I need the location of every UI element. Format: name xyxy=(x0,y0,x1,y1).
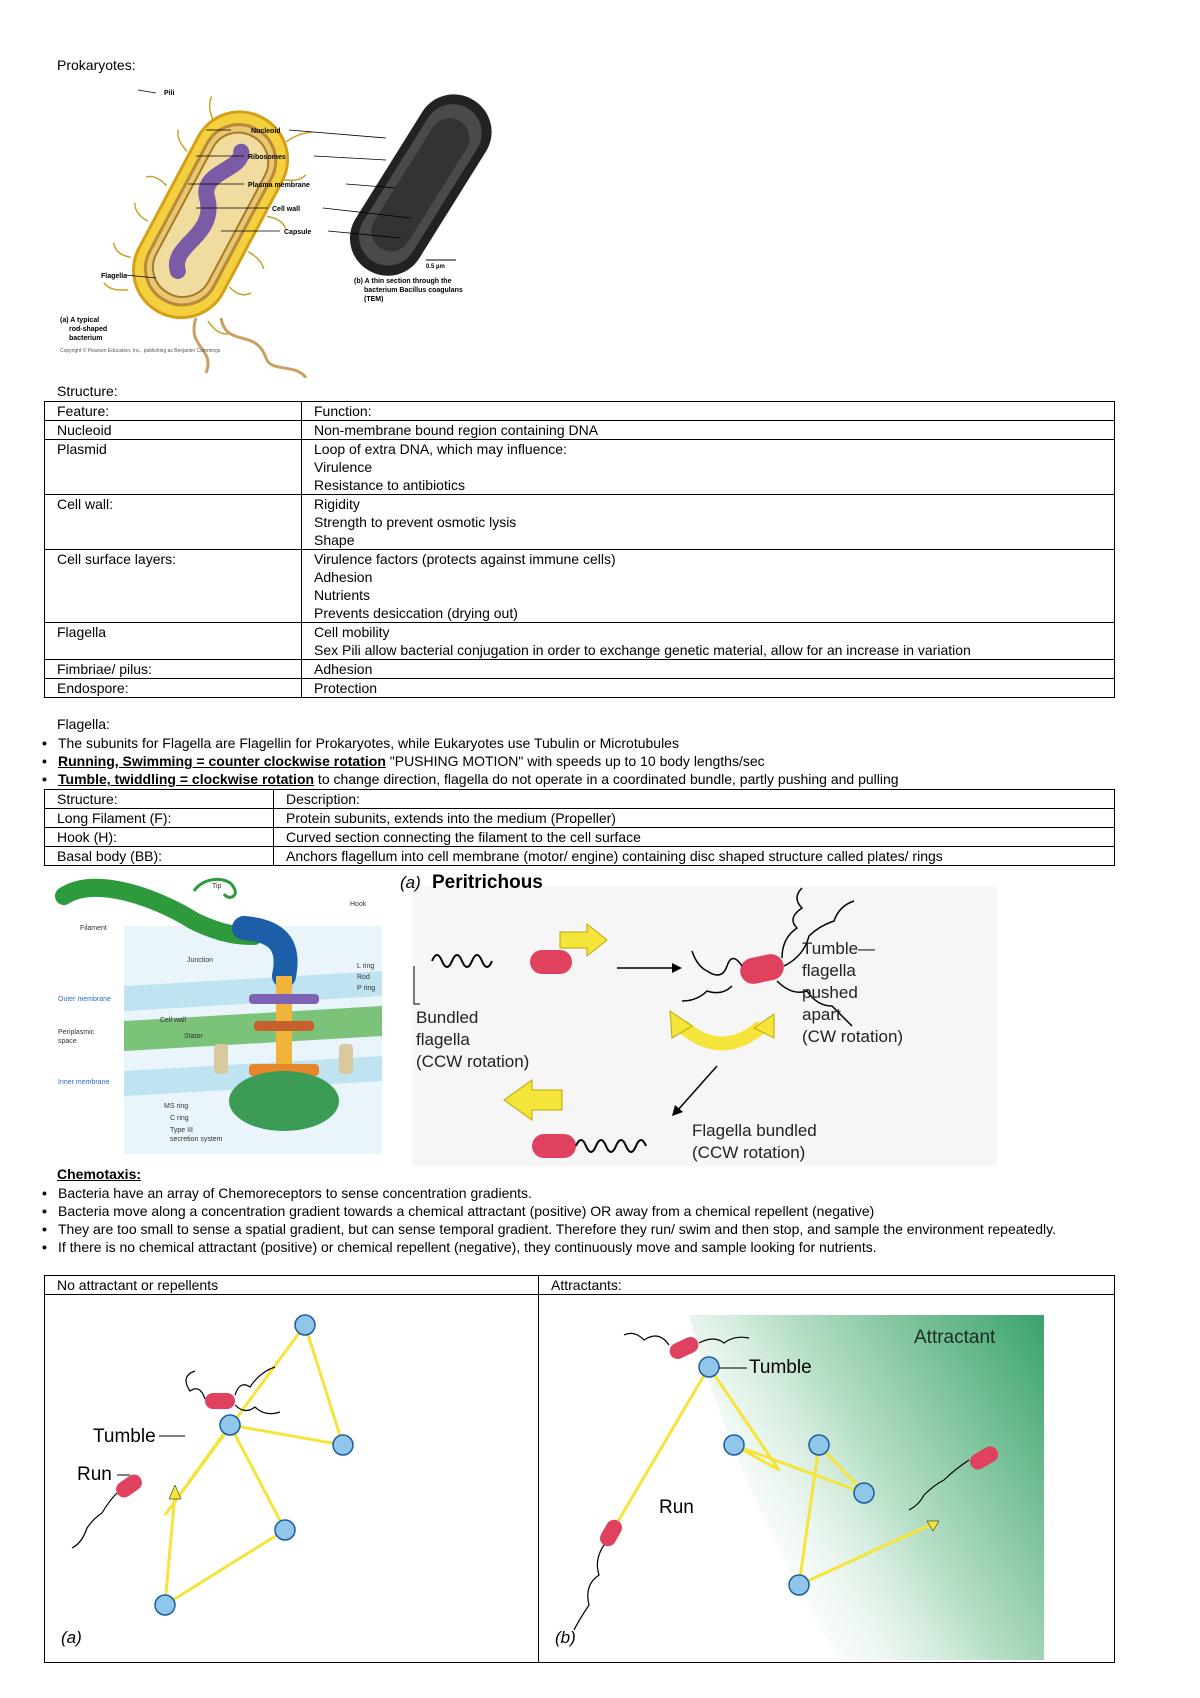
table-row xyxy=(45,847,1115,866)
p-ring-shape xyxy=(254,1021,314,1031)
stator-shape xyxy=(214,1044,228,1074)
bacterium-cell xyxy=(597,1517,625,1549)
table-row xyxy=(45,623,1115,660)
list-item xyxy=(42,1202,1102,1220)
label-capsule: Capsule xyxy=(284,229,312,236)
caption-a-2: rod-shaped xyxy=(69,326,108,333)
sample-point xyxy=(295,1315,315,1335)
caption-a-3: bacterium xyxy=(69,335,103,342)
structure-label: Structure: xyxy=(57,383,118,399)
function-line: Loop of extra DNA, which may influence: xyxy=(314,441,567,457)
bullet-bold: Running, Swimming = counter clockwise rotation xyxy=(58,753,386,769)
l-ring-shape xyxy=(249,994,319,1004)
tumble-text-5: (CW rotation) xyxy=(802,1027,904,1046)
function-line: Non-membrane bound region containing DNA xyxy=(314,422,599,438)
list-item xyxy=(42,734,1102,752)
function-cell xyxy=(302,679,1115,698)
caption-b-3: (TEM) xyxy=(364,296,384,303)
no-attractant-header: No attractant or repellents xyxy=(45,1276,539,1295)
c-ring-shape xyxy=(229,1071,339,1131)
tumble-label-b: Tumble xyxy=(749,1357,812,1378)
function-line: Sex Pili allow bacterial conjugation in order to exchange genetic material, allow for an increase in variation xyxy=(314,642,971,658)
label-periplasmic-1: Periplasmic xyxy=(58,1029,95,1036)
function-line: Protection xyxy=(314,680,378,696)
sample-point xyxy=(275,1520,295,1540)
table-row xyxy=(45,679,1115,698)
label-flagella: Flagella xyxy=(101,273,128,280)
bullet-text: to change direction, flagella do not operate in a coordinated bundle, partly pushing and pulling xyxy=(314,771,899,787)
figure-cell-b xyxy=(539,1295,1115,1663)
chemotaxis-label: Chemotaxis: xyxy=(57,1166,142,1182)
run-label-b: Run xyxy=(659,1497,694,1518)
function-line: Cell mobility xyxy=(314,624,390,640)
panel-a-label: (a) xyxy=(61,1628,82,1647)
function-cell xyxy=(302,660,1115,679)
attractant-label: Attractant xyxy=(914,1327,996,1348)
label-stator: Stator xyxy=(184,1033,203,1040)
feature-cell: Cell wall: xyxy=(45,495,302,550)
label-tip: Tip xyxy=(212,883,222,890)
flagella-label: Flagella: xyxy=(57,716,110,732)
function-line: Adhesion xyxy=(314,661,373,677)
bullet-text: They are too small to sense a spatial gradient, but can sense temporal gradient. Therefore they run/ swim and then stop, and sample the environment repeatedly. xyxy=(58,1221,1056,1237)
attractant-header: Attractants: xyxy=(539,1276,1115,1295)
caption-b-1: (b) A thin section through the xyxy=(354,278,452,285)
label-cell-wall: Cell wall xyxy=(272,206,301,213)
bullet-text: The subunits for Flagella are Flagellin for Prokaryotes, while Eukaryotes use Tubulin or Microtubules xyxy=(58,735,679,751)
tumble-text-4: apart xyxy=(802,1005,841,1024)
bacterium-cell xyxy=(530,950,572,974)
bacterium-cell xyxy=(205,1393,235,1409)
table-row xyxy=(45,421,1115,440)
bundled-text-2: flagella xyxy=(416,1030,470,1049)
description-cell: Curved section connecting the filament to the cell surface xyxy=(274,828,1115,847)
function-cell xyxy=(302,623,1115,660)
peritrichous-a-label: (a) xyxy=(400,873,421,892)
label-periplasmic-2: space xyxy=(58,1038,77,1045)
panel-b-label: (b) xyxy=(555,1628,576,1647)
bundled-text-3: (CCW rotation) xyxy=(416,1052,530,1071)
description-header: Description: xyxy=(274,790,1115,809)
bullet-text: "PUSHING MOTION" with speeds up to 10 body lengths/sec xyxy=(385,753,765,769)
chemotaxis-bullets xyxy=(42,1184,1102,1256)
list-item xyxy=(42,770,1102,788)
label-pili: Pili xyxy=(164,90,175,97)
label-junction: Junction xyxy=(187,957,214,964)
bacterium-cell xyxy=(532,1134,576,1158)
bacterium-cell xyxy=(113,1471,145,1500)
feature-header: Feature: xyxy=(45,402,302,421)
chemotaxis-table xyxy=(44,1275,1115,1663)
function-line: Prevents desiccation (drying out) xyxy=(314,605,518,621)
peritrichous-figure xyxy=(392,866,1002,1171)
feature-cell: Cell surface layers: xyxy=(45,550,302,623)
function-cell xyxy=(302,550,1115,623)
feature-cell: Nucleoid xyxy=(45,421,302,440)
description-cell: Protein subunits, extends into the medium (Propeller) xyxy=(274,809,1115,828)
structure-header: Structure: xyxy=(45,790,274,809)
feature-cell: Plasmid xyxy=(45,440,302,495)
tumble-label-a: Tumble xyxy=(93,1426,156,1447)
label-c-ring: C ring xyxy=(170,1115,189,1122)
label-cell-wall-motor: Cell wall xyxy=(160,1017,187,1024)
label-outer-membrane: Outer membrane xyxy=(58,996,111,1003)
feature-cell: Flagella xyxy=(45,623,302,660)
bullet-bold: Tumble, twiddling = clockwise rotation xyxy=(58,771,315,787)
bundled2-text-2: (CCW rotation) xyxy=(692,1143,806,1162)
bundled2-text-1: Flagella bundled xyxy=(692,1121,817,1140)
sample-point xyxy=(809,1435,829,1455)
caption-a-1: (a) A typical xyxy=(60,317,100,324)
caption-b-2: bacterium Bacillus coagulans xyxy=(364,287,463,294)
flagella-structure-table xyxy=(44,789,1115,866)
label-ms-ring: MS ring xyxy=(164,1103,189,1110)
table-row xyxy=(45,790,1115,809)
figure-cell-a xyxy=(45,1295,539,1663)
label-ribosomes: Ribosomes xyxy=(248,154,286,161)
function-cell xyxy=(302,495,1115,550)
sample-point xyxy=(333,1435,353,1455)
tumble-text-2: flagella xyxy=(802,961,856,980)
label-hook: Hook xyxy=(350,901,367,908)
label-rod: Rod xyxy=(357,974,370,981)
prokaryotes-heading: Prokaryotes: xyxy=(57,57,136,73)
structure-cell: Long Filament (F): xyxy=(45,809,274,828)
structure-cell: Basal body (BB): xyxy=(45,847,274,866)
flagella-bullets xyxy=(42,734,1102,788)
sample-point xyxy=(854,1483,874,1503)
random-walk-figure xyxy=(45,1295,535,1660)
table-row xyxy=(45,495,1115,550)
sample-point xyxy=(789,1575,809,1595)
label-filament: Filament xyxy=(80,925,107,932)
label-nucleoid: Nucleoid xyxy=(251,128,281,135)
table-row xyxy=(45,660,1115,679)
copyright-line: Copyright © Pearson Education, Inc., publishing as Benjamin Cummings xyxy=(60,348,221,354)
scale-bar-label: 0.5 µm xyxy=(426,264,445,270)
sample-point xyxy=(699,1357,719,1377)
tumble-text-1: Tumble— xyxy=(802,939,876,958)
structure-table xyxy=(44,401,1115,698)
bundled-text-1: Bundled xyxy=(416,1008,479,1027)
function-cell xyxy=(302,440,1115,495)
function-line: Adhesion xyxy=(314,569,373,585)
list-item xyxy=(42,1238,1102,1256)
function-cell xyxy=(302,421,1115,440)
table-row xyxy=(45,828,1115,847)
table-row xyxy=(45,550,1115,623)
list-item xyxy=(42,1220,1102,1238)
function-line: Nutrients xyxy=(314,587,371,603)
bacterium-figure xyxy=(56,78,526,378)
function-line: Virulence xyxy=(314,459,373,475)
table-row xyxy=(45,402,1115,421)
list-item xyxy=(42,1184,1102,1202)
function-line: Shape xyxy=(314,532,355,548)
table-row xyxy=(45,809,1115,828)
function-line: Rigidity xyxy=(314,496,360,512)
table-row xyxy=(45,1276,1115,1295)
label-type3-2: secretion system xyxy=(170,1136,223,1143)
flagellum-shape xyxy=(221,318,306,378)
sample-point xyxy=(155,1595,175,1615)
peritrichous-title: Peritrichous xyxy=(432,872,543,893)
structure-cell: Hook (H): xyxy=(45,828,274,847)
list-item xyxy=(42,752,1102,770)
function-line: Strength to prevent osmotic lysis xyxy=(314,514,517,530)
sample-point xyxy=(724,1435,744,1455)
function-line: Resistance to antibiotics xyxy=(314,477,465,493)
bullet-text: If there is no chemical attractant (positive) or chemical repellent (negative), they continuously move and sample looking for nutrients. xyxy=(58,1239,877,1255)
label-inner-membrane: Inner membrane xyxy=(58,1079,110,1086)
label-type3-1: Type III xyxy=(170,1127,193,1134)
bullet-text: Bacteria move along a concentration gradient towards a chemical attractant (positive) OR away from a chemical repellent (negative) xyxy=(58,1203,875,1219)
feature-cell: Fimbriae/ pilus: xyxy=(45,660,302,679)
table-row xyxy=(45,1295,1115,1663)
label-p-ring: P ring xyxy=(357,985,376,992)
flagellar-motor-figure xyxy=(54,876,384,1158)
label-l-ring: L ring xyxy=(357,963,375,970)
table-row xyxy=(45,440,1115,495)
function-header: Function: xyxy=(302,402,1115,421)
bullet-text: Bacteria have an array of Chemoreceptors to sense concentration gradients. xyxy=(58,1185,532,1201)
sample-point xyxy=(220,1415,240,1435)
label-plasma-membrane: Plasma membrane xyxy=(248,182,310,189)
description-cell: Anchors flagellum into cell membrane (motor/ engine) containing disc shaped structure called plates/ rings xyxy=(274,847,1115,866)
biased-walk-figure xyxy=(539,1295,1113,1660)
function-line: Virulence factors (protects against immune cells) xyxy=(314,551,616,567)
tumble-text-3: pushed xyxy=(802,983,858,1002)
feature-cell: Endospore: xyxy=(45,679,302,698)
run-label-a: Run xyxy=(77,1464,112,1485)
